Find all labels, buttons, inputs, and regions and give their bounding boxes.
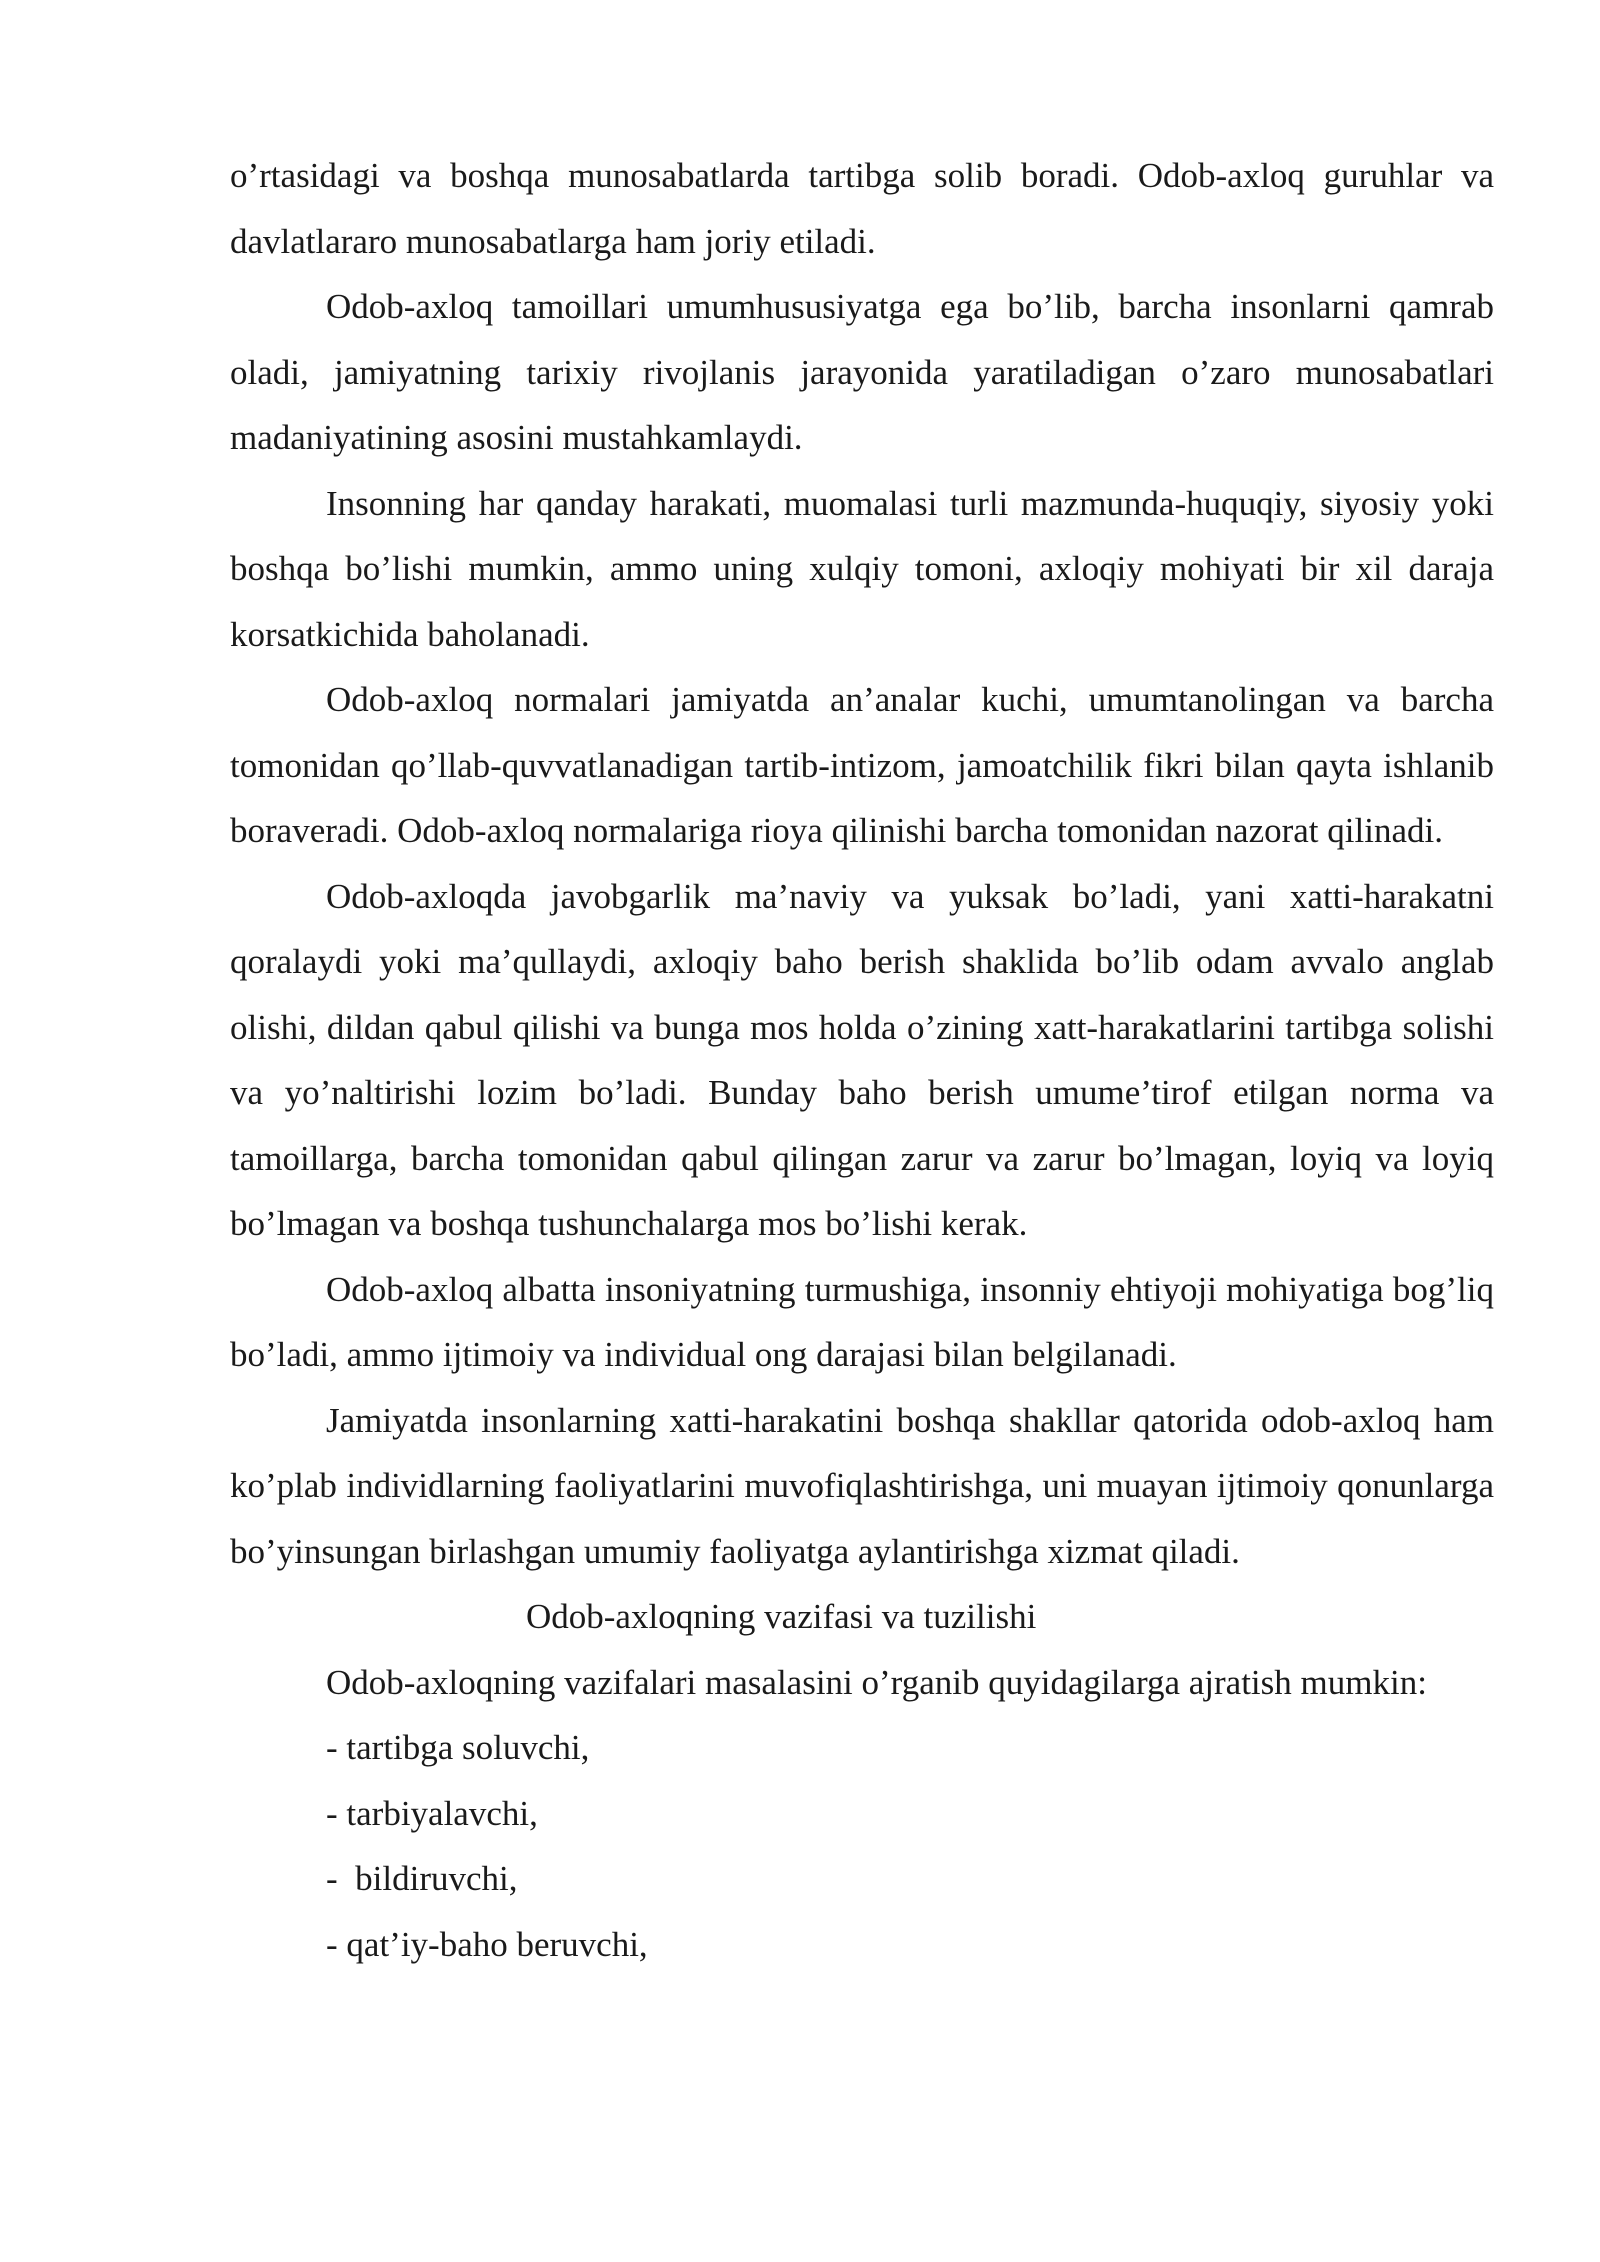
paragraph-continuation: o’rtasidagi va boshqa munosabatlarda tartibga solib boradi. Odob-axloq guruhlar va davlatlararo munosabatlarga ham joriy etiladi. [230,156,1494,261]
document-page [230,143,1494,1977]
list-item: - tarbiyalavchi, [326,1793,538,1833]
paragraph-norms: Odob-axloq normalari jamiyatda an’analar kuchi, umumtanolingan va barcha tomonidan qo’llab-quvvatlanadigan tartib-intizom, jamoatchilik fikri bilan qayta ishlanib boraveradi. Odob-axloq normalariga rioya qilinishi barcha tomonidan nazorat qilinadi. [230,680,1494,850]
section-heading: Odob-axloqning vazifasi va tuzilishi [526,1597,1037,1636]
list-item: - qat’iy-baho beruvchi, [326,1924,648,1964]
paragraph-principles: Odob-axloq tamoillari umumhususiyatga ega bo’lib, barcha insonlarni qamrab oladi, jamiyatning tarixiy rivojlanis jarayonida yaratiladigan o’zaro munosabatlari madaniyatining asosini mustahkamlaydi. [230,287,1494,457]
paragraph-human-actions: Insonning har qanday harakati, muomalasi turli mazmunda-huquqiy, siyosiy yoki boshqa bo’lishi mumkin, ammo uning xulqiy tomoni, axloqiy mohiyati bir xil daraja korsatkichida baholanadi. [230,483,1494,654]
function-list [230,1715,1494,1977]
paragraph-humanity: Odob-axloq albatta insoniyatning turmushiga, insonniy ehtiyoji mohiyatiga bog’liq bo’ladi, ammo ijtimoiy va individual ong darajasi bilan belgilanadi. [230,1269,1494,1374]
paragraph-society: Jamiyatda insonlarning xatti-harakatini boshqa shakllar qatorida odob-axloq ham ko’plab individlarning faoliyatlarini muvofiqlashtirishga, uni muayan ijtimoiy qonunlarga bo’yinsungan birlashgan umumiy faoliyatga aylantirishga xizmat qiladi. [230,1400,1494,1571]
list-item: - tartibga soluvchi, [326,1728,590,1767]
paragraph-section-intro: Odob-axloqning vazifalari masalasini o’rganib quyidagilarga ajratish mumkin: [326,1662,1427,1702]
list-item: - bildiruvchi, [326,1859,518,1898]
paragraph-responsibility: Odob-axloqda javobgarlik ma’naviy va yuksak bo’ladi, yani xatti-harakatni qoralaydi yoki ma’qullaydi, axloqiy baho berish shaklida bo’lib odam avvalo anglab olishi, dildan qabul qilishi va bunga mos holda o’zining xatt-harakatlarini tartibga solishi va yo’naltirishi lozim bo’ladi. Bunday baho berish umume’tirof etilgan norma va tamoillarga, barcha tomonidan qabul qilingan zarur va zarur bo’lmagan, loyiq va loyiq bo’lmagan va boshqa tushunchalarga mos bo’lishi kerak. [230,876,1494,1243]
